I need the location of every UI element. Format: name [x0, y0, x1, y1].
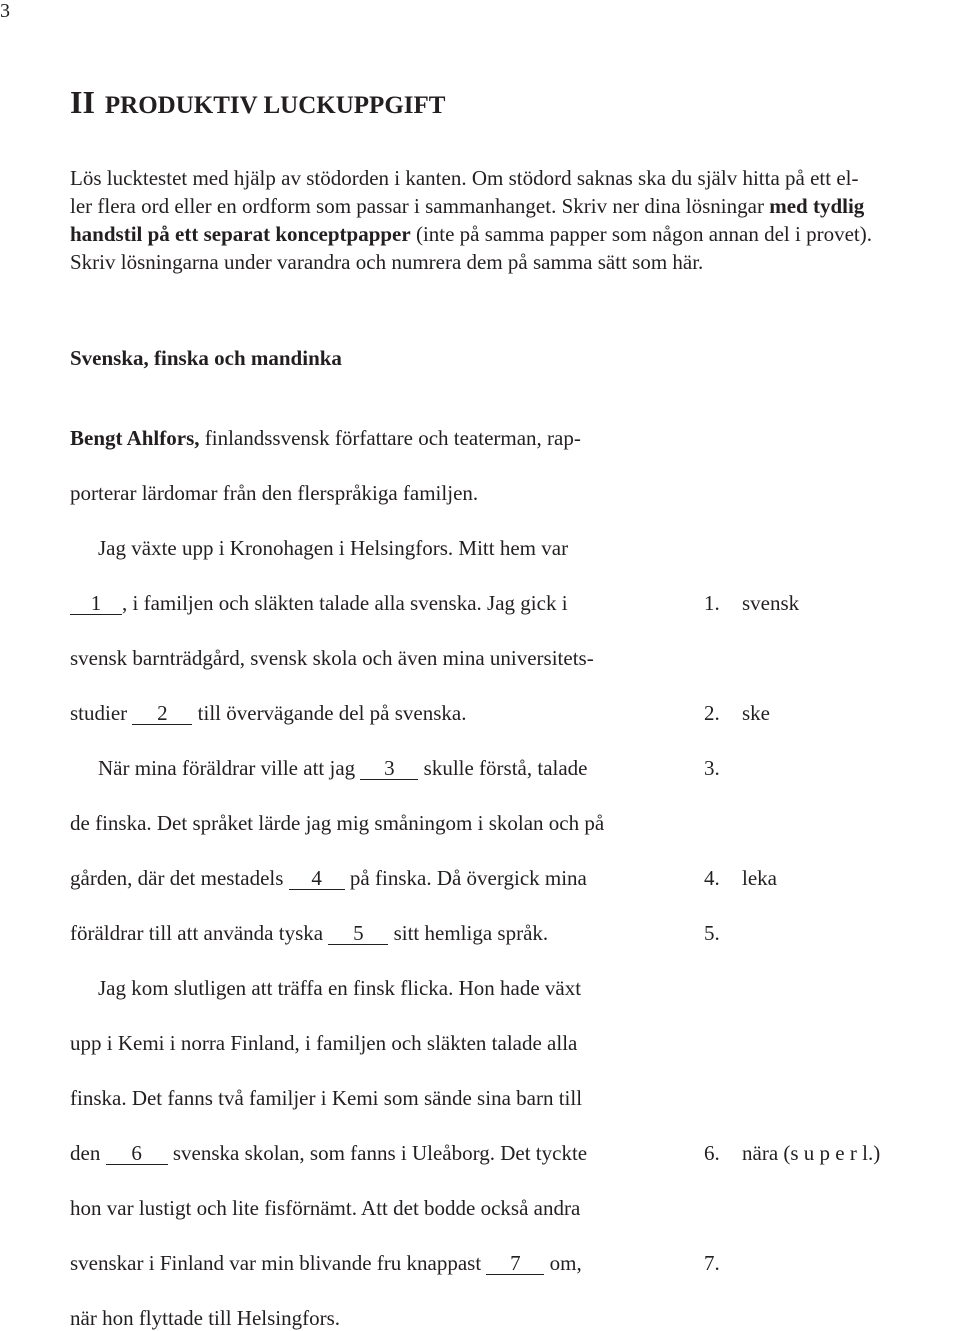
- author-name: Bengt Ahlfors,: [70, 426, 200, 450]
- hint-number: 6.: [704, 1141, 720, 1165]
- text-line: Jag kom slutligen att träffa en finsk flicka. Hon hade växt: [98, 976, 582, 1000]
- text-segment: föräldrar till att använda tyska: [70, 921, 329, 945]
- hint-item: [704, 920, 742, 946]
- section-heading: [70, 84, 445, 121]
- hint-number: 1.: [704, 591, 720, 615]
- text-line: upp i Kemi i norra Finland, i familjen och släkten talade alla: [70, 1031, 578, 1055]
- text-line: porterar lärdomar från den flerspråkiga familjen.: [70, 481, 479, 505]
- hint-item: [704, 1250, 742, 1276]
- intro-line-3: [70, 220, 960, 248]
- byline: [70, 425, 581, 451]
- hint-word: leka: [742, 866, 777, 890]
- text-segment: gården, där det mestadels: [70, 866, 289, 890]
- section-number: II: [70, 84, 95, 120]
- hint-number: 4.: [704, 866, 720, 890]
- page-number: 3: [0, 0, 10, 22]
- gap-blank-3: 3: [360, 757, 418, 780]
- text-line: de finska. Det språket lärde jag mig småningom i skolan och på: [70, 811, 605, 835]
- text-line: [70, 700, 466, 726]
- gap-blank-6: 6: [106, 1142, 168, 1165]
- gap-blank-4: 4: [289, 867, 345, 890]
- text-line: hon var lustigt och lite fisförnämt. Att det bodde också andra: [70, 1196, 581, 1220]
- hint-number: 3.: [704, 756, 720, 780]
- text-segment: till övervägande del på svenska.: [192, 701, 467, 725]
- text-line: [70, 590, 568, 616]
- hint-item: [704, 1140, 880, 1166]
- text-segment: sitt hemliga språk.: [388, 921, 549, 945]
- hint-number: 7.: [704, 1251, 720, 1275]
- intro-text: (inte på samma papper som någon annan del i provet).: [410, 222, 872, 246]
- intro-line-2: [70, 192, 960, 220]
- hint-item: [704, 590, 799, 616]
- gap-blank-1: 1: [70, 592, 122, 615]
- text-line: svensk barnträdgård, svensk skola och även mina universitets-: [70, 646, 594, 670]
- article-title: Svenska, finska och mandinka: [70, 346, 342, 370]
- gap-blank-5: 5: [328, 922, 388, 945]
- text-segment: skulle förstå, talade: [418, 756, 588, 780]
- hint-item: [704, 755, 742, 781]
- intro-line-4: Skriv lösningarna under varandra och numrera dem på samma sätt som här.: [70, 250, 704, 274]
- intro-emphasis: med tydlig: [769, 194, 865, 218]
- section-title: PRODUKTIV LUCKUPPGIFT: [104, 92, 446, 119]
- text-segment: svenskar i Finland var min blivande fru knappast: [70, 1251, 487, 1275]
- byline-text: finlandssvensk författare och teaterman, rap-: [199, 426, 581, 450]
- text-segment: När mina föräldrar ville att jag: [98, 756, 361, 780]
- text-line: [70, 1250, 582, 1276]
- hint-number: 5.: [704, 921, 720, 945]
- text-line: Jag växte upp i Kronohagen i Helsingfors. Mitt hem var: [98, 536, 569, 560]
- text-segment: , i familjen och släkten talade alla svenska. Jag gick i: [122, 591, 568, 615]
- gap-blank-2: 2: [132, 702, 192, 725]
- text-line: [70, 1140, 587, 1166]
- hint-word: nära (s u p e r l.): [742, 1141, 881, 1165]
- text-line: [70, 865, 587, 891]
- text-segment: om,: [544, 1251, 582, 1275]
- text-segment: studier: [70, 701, 133, 725]
- gap-blank-7: 7: [486, 1252, 544, 1275]
- text-line: [70, 920, 548, 946]
- text-line: när hon flyttade till Helsingfors.: [70, 1306, 341, 1330]
- hint-item: [704, 700, 770, 726]
- intro-emphasis: handstil på ett separat konceptpapper: [70, 222, 411, 246]
- text-segment: på finska. Då övergick mina: [344, 866, 587, 890]
- intro-text: ler flera ord eller en ordform som passar i sammanhanget. Skriv ner dina lösningar: [70, 194, 770, 218]
- text-segment: svenska skolan, som fanns i Uleåborg. Det tyckte: [167, 1141, 588, 1165]
- text-line: [98, 755, 588, 781]
- hint-item: [704, 865, 777, 891]
- hint-number: 2.: [704, 701, 720, 725]
- text-line: finska. Det fanns två familjer i Kemi som sände sina barn till: [70, 1086, 583, 1110]
- hint-word: ske: [742, 701, 770, 725]
- hint-word: svensk: [742, 591, 800, 615]
- text-segment: den: [70, 1141, 106, 1165]
- intro-line-1: Lös lucktestet med hjälp av stödorden i kanten. Om stödord saknas ska du själv hitta på ett el-: [70, 166, 859, 190]
